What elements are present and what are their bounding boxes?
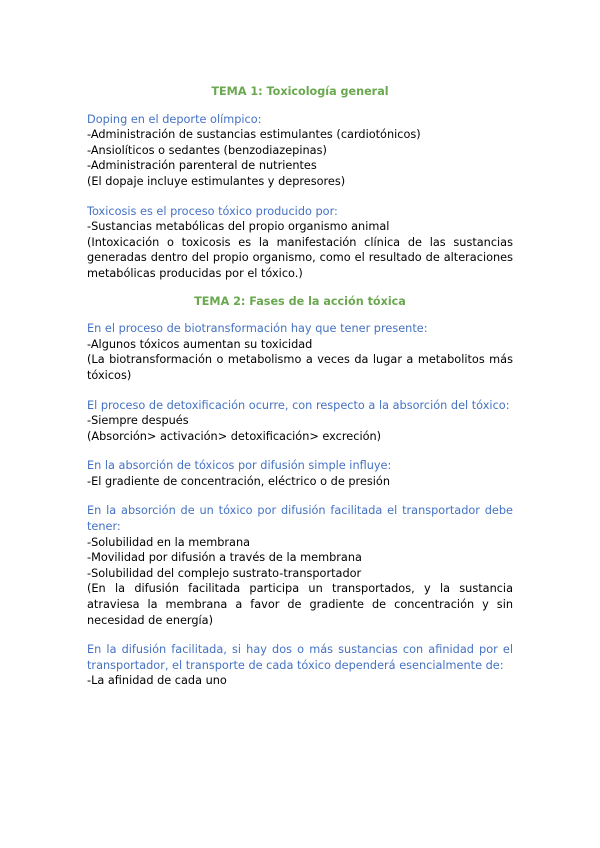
question: En la absorción de un tóxico por difusión facilitada el transportador debe tener: xyxy=(87,504,513,534)
answer: -Administración parenteral de nutrientes xyxy=(87,159,317,173)
answer: -Siempre después xyxy=(87,414,189,428)
answer: -El gradiente de concentración, eléctrico o de presión xyxy=(87,474,390,488)
question: El proceso de detoxificación ocurre, con respecto a la absorción del tóxico: xyxy=(87,398,510,412)
question: En la absorción de tóxicos por difusión simple influye: xyxy=(87,459,392,473)
qa-block xyxy=(87,458,513,489)
qa-block xyxy=(87,398,513,445)
question: En la difusión facilitada, si hay dos o más sustancias con afinidad por el transportador, el transporte de cada tóxico dependerá esencialmente de: xyxy=(87,643,513,672)
answer: -Sustancias metabólicas del propio organismo animal xyxy=(87,220,390,234)
note: (Intoxicación o toxicosis es la manifestación clínica de las sustancias generadas dentro del propio organismo, como el resultado de alteraciones metabólicas producidas por el tóxico.) xyxy=(87,235,513,280)
qa-block xyxy=(87,321,513,383)
qa-block xyxy=(87,112,513,190)
note: (En la difusión facilitada participa un transportados, y la sustancia atraviesa la membrana a favor de gradiente de concentración y sin necesidad de energía) xyxy=(87,582,513,627)
qa-block xyxy=(87,503,513,628)
section-title-tema1: TEMA 1: Toxicología general xyxy=(211,85,389,98)
answer: -Algunos tóxicos aumentan su toxicidad xyxy=(87,337,313,351)
section-title-tema2: TEMA 2: Fases de la acción tóxica xyxy=(194,294,406,308)
answer: -Movilidad por difusión a través de la membrana xyxy=(87,551,362,565)
question: Doping en el deporte olímpico: xyxy=(87,112,262,126)
note: (La biotransformación o metabolismo a veces da lugar a metabolitos más tóxicos) xyxy=(87,353,513,382)
qa-block xyxy=(87,204,513,282)
qa-block xyxy=(87,642,513,689)
answer: -Solubilidad en la membrana xyxy=(87,535,251,549)
question: En el proceso de biotransformación hay que tener presente: xyxy=(87,322,428,336)
answer: -Solubilidad del complejo sustrato-transportador xyxy=(87,566,362,580)
answer: -La afinidad de cada uno xyxy=(87,674,227,688)
answer: -Administración de sustancias estimulantes (cardiotónicos) xyxy=(87,128,421,142)
note: (El dopaje incluye estimulantes y depresores) xyxy=(87,174,346,188)
question: Toxicosis es el proceso tóxico producido por: xyxy=(87,204,338,218)
document-page xyxy=(87,84,513,689)
answer: -Ansiolíticos o sedantes (benzodiazepinas) xyxy=(87,143,327,157)
note: (Absorción> activación> detoxificación> excreción) xyxy=(87,429,382,443)
